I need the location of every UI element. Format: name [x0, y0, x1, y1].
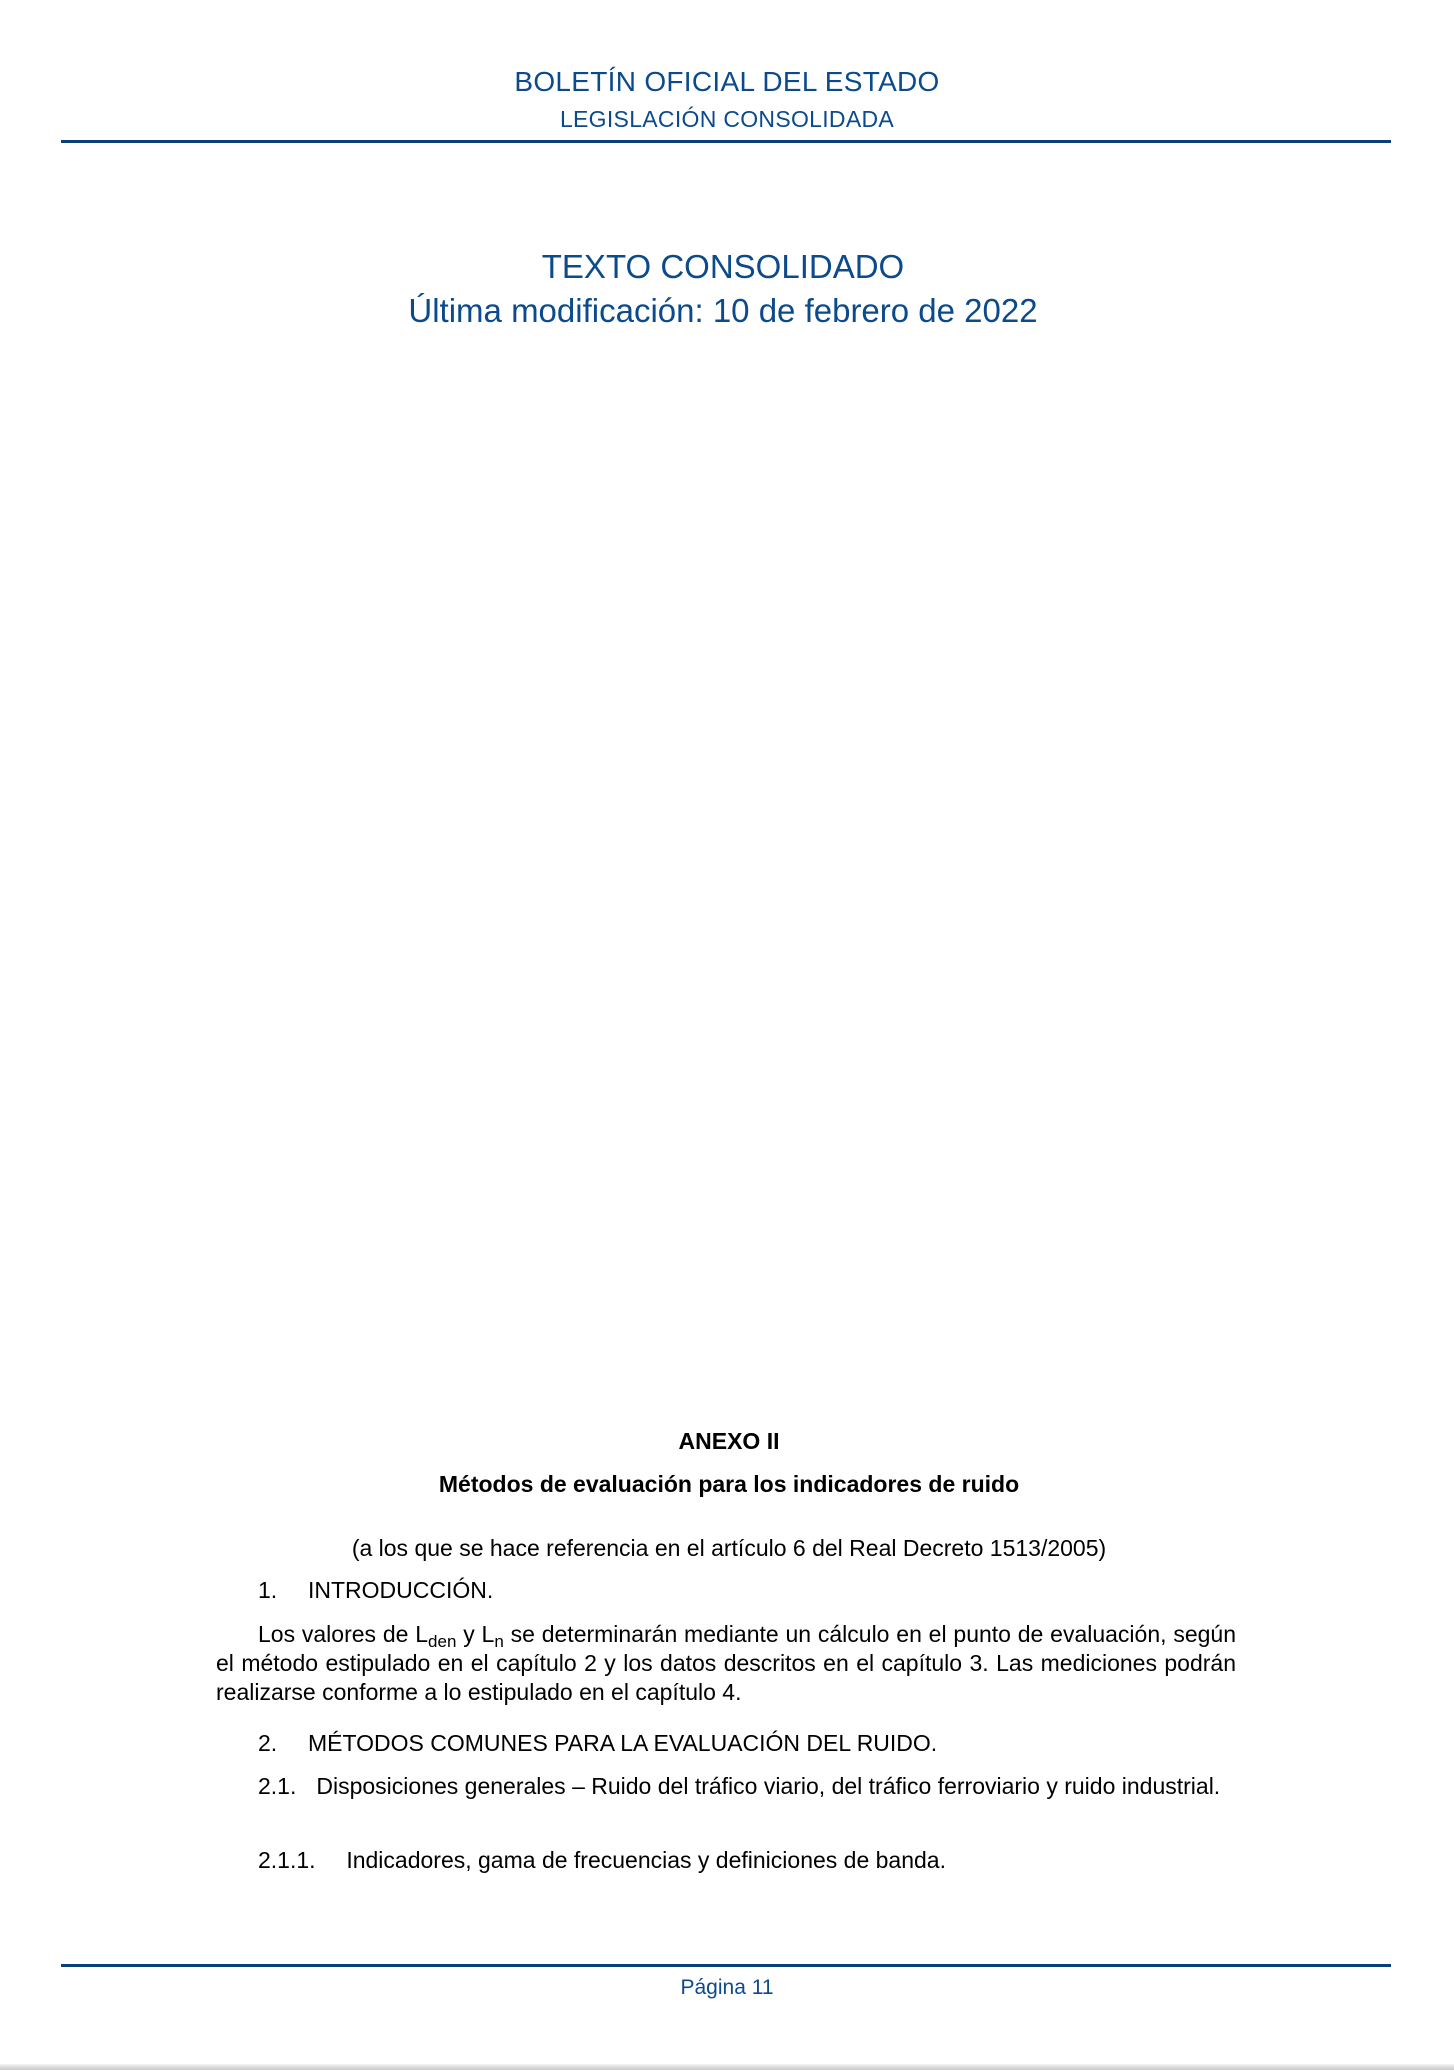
intro-text-b: y L: [456, 1621, 495, 1647]
section-2-1-1-number: 2.1.1.: [258, 1847, 316, 1873]
section-2-heading: [258, 1730, 937, 1757]
consolidated-text-title: TEXTO CONSOLIDADO: [541, 248, 905, 285]
section-1-heading: [258, 1577, 493, 1604]
section-2-title: MÉTODOS COMUNES PARA LA EVALUACIÓN DEL RUIDO.: [307, 1730, 938, 1756]
section-2-1-1-title: Indicadores, gama de frecuencias y definiciones de banda.: [346, 1847, 946, 1873]
section-2-number: 2.: [258, 1730, 278, 1756]
intro-text-c: se determinarán mediante un cálculo en el punto de evaluación, según el método estipulado en el capítulo 2 y los datos descritos en el capítulo 3. Las mediciones podrán realizarse conforme a lo estipulado en el capítulo 4.: [216, 1621, 1236, 1705]
section-1-title: INTRODUCCIÓN.: [307, 1577, 494, 1603]
section-2-1-1-heading: [258, 1847, 946, 1874]
boe-header-subtitle: LEGISLACIÓN CONSOLIDADA: [559, 106, 895, 132]
annex-heading: ANEXO II: [678, 1428, 780, 1454]
section-2-1-number: 2.1.: [258, 1773, 297, 1799]
section-2-1-heading: [216, 1772, 1236, 1801]
page-bottom-edge: [0, 2064, 1454, 2070]
intro-paragraph: [216, 1620, 1236, 1707]
annex-subheading: Métodos de evaluación para los indicadores de ruido: [438, 1471, 1020, 1497]
intro-text-a: Los valores de L: [258, 1621, 429, 1647]
section-1-number: 1.: [258, 1577, 278, 1603]
section-2-1-title: Disposiciones generales – Ruido del tráfico viario, del tráfico ferroviario y ruido industrial.: [316, 1773, 1221, 1799]
page-number: Página 11: [680, 1976, 774, 1999]
header-divider: [61, 140, 1391, 143]
l-den-subscript: den: [428, 1632, 457, 1651]
last-modified-date: Última modificación: 10 de febrero de 2022: [408, 292, 1038, 329]
footer-divider: [61, 1964, 1391, 1967]
l-n-subscript: n: [494, 1632, 504, 1651]
annex-reference: (a los que se hace referencia en el artículo 6 del Real Decreto 1513/2005): [351, 1535, 1107, 1561]
boe-header-title: BOLETÍN OFICIAL DEL ESTADO: [514, 66, 940, 97]
